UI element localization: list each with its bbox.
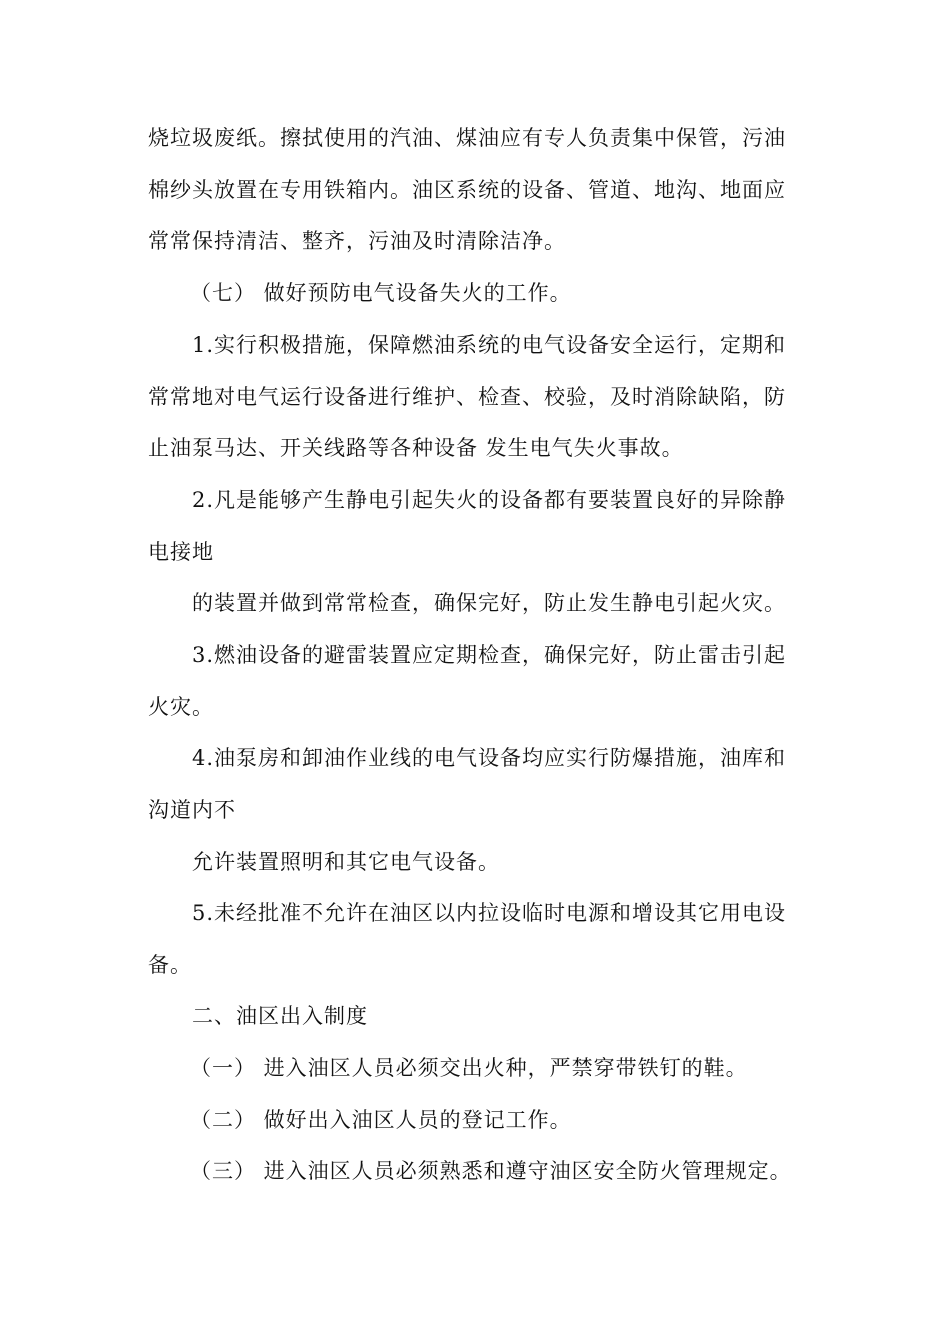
- text-line: 4.油泵房和卸油作业线的电气设备均应实行防爆措施，油库和: [192, 746, 787, 770]
- section-heading: 二、油区出入制度: [192, 1004, 368, 1028]
- text-line: 常常地对电气运行设备进行维护、检查、校验，及时消除缺陷，防: [148, 385, 786, 409]
- text-line: 3.燃油设备的避雷装置应定期检查，确保完好，防止雷击引起: [192, 643, 787, 667]
- text-line: 常常保持清洁、整齐，污油及时清除洁净。: [148, 229, 566, 253]
- text-line: 止油泵马达、开关线路等各种设备 发生电气失火事故。: [148, 436, 684, 460]
- text-line: 沟道内不: [148, 798, 236, 822]
- text-line: 火灾。: [148, 695, 214, 719]
- text-line: 5.未经批准不允许在油区以内拉设临时电源和增设其它用电设: [192, 901, 787, 925]
- text-line: 2.凡是能够产生静电引起失火的设备都有要装置良好的异除静: [192, 488, 787, 512]
- text-line: 烧垃圾废纸。擦拭使用的汽油、煤油应有专人负责集中保管，污油: [148, 126, 786, 150]
- text-line: （三） 进入油区人员必须熟悉和遵守油区安全防火管理规定。: [190, 1159, 792, 1183]
- text-line: （一） 进入油区人员必须交出火种，严禁穿带铁钉的鞋。: [190, 1056, 748, 1080]
- section-heading: （七） 做好预防电气设备失火的工作。: [190, 281, 572, 305]
- text-line: 电接地: [148, 540, 214, 564]
- text-line: 1.实行积极措施，保障燃油系统的电气设备安全运行，定期和: [192, 333, 787, 357]
- text-line: 备。: [148, 953, 192, 977]
- text-line: 的装置并做到常常检查，确保完好，防止发生静电引起火灾。: [192, 591, 786, 615]
- text-line: 棉纱头放置在专用铁箱内。油区系统的设备、管道、地沟、地面应: [148, 178, 786, 202]
- text-line: 允许装置照明和其它电气设备。: [192, 850, 500, 874]
- text-line: （二） 做好出入油区人员的登记工作。: [190, 1108, 572, 1132]
